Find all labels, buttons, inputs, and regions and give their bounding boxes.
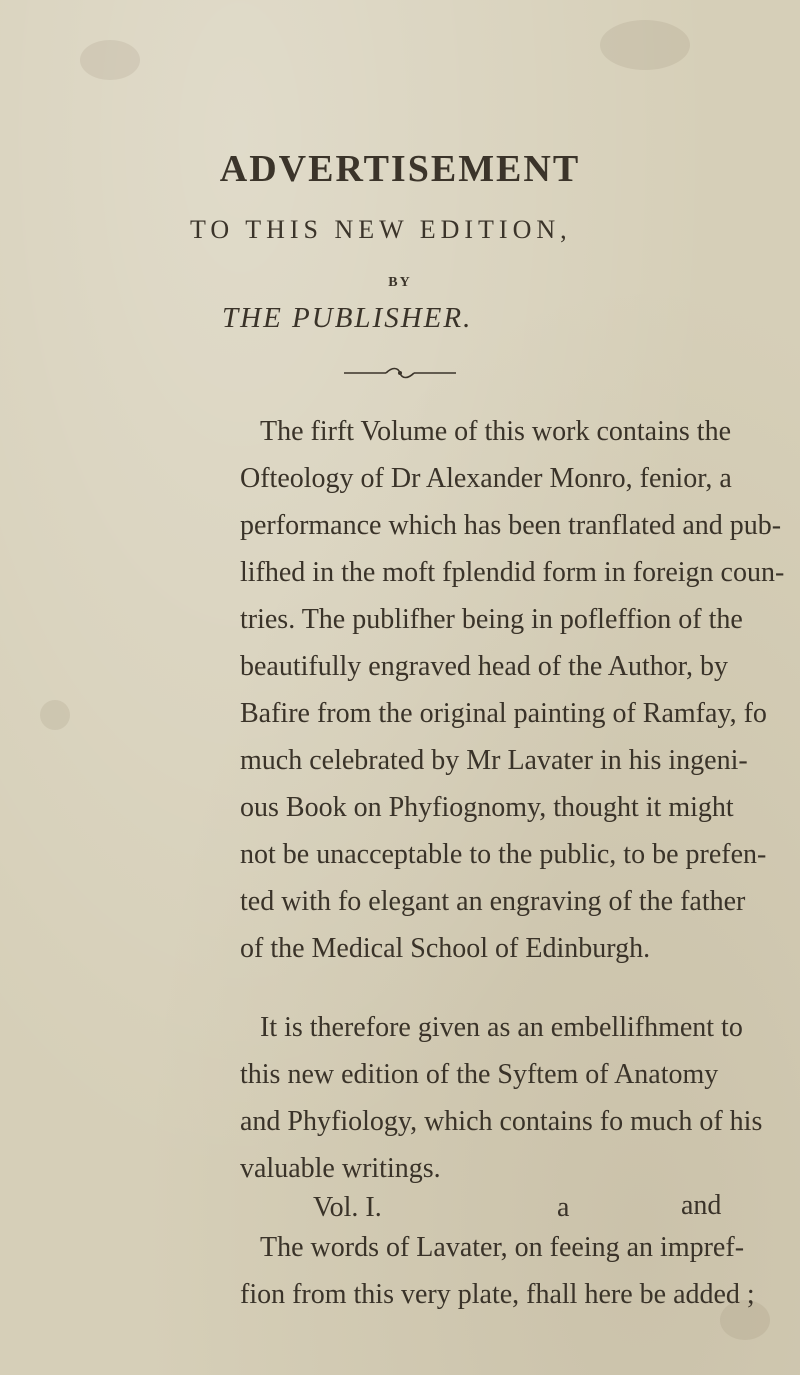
- catchword: and: [681, 1190, 722, 1221]
- text-line: much celebrated by Mr Lavater in his ingeni-: [240, 745, 748, 776]
- text-line: The words of Lavater, on feeing an impref-: [260, 1232, 745, 1263]
- page-title: ADVERTISEMENT: [219, 148, 581, 190]
- page-subtitle: TO THIS NEW EDITION,: [190, 215, 572, 244]
- body-text: [240, 408, 785, 1318]
- text-line: It is therefore given as an embellifhment to: [260, 1012, 743, 1043]
- text-line: Bafire from the original painting of Ramfay, fo: [240, 698, 767, 729]
- text-line: performance which has been tranflated and pub-: [240, 510, 782, 541]
- paragraph-3: [240, 1224, 760, 1318]
- text-line: lifhed in the moft fplendid form in foreign coun-: [240, 557, 785, 588]
- text-line: this new edition of the Syftem of Anatomy: [240, 1059, 719, 1090]
- text-line: of the Medical School of Edinburgh.: [240, 933, 651, 964]
- text-line: tries. The publifher being in pofleffion of the: [240, 604, 743, 635]
- text-line: not be unacceptable to the public, to be prefen-: [240, 839, 767, 870]
- signature-mark: a: [557, 1192, 570, 1223]
- paragraph-2: [240, 1004, 763, 1192]
- publisher-heading: THE PUBLISHER.: [222, 302, 473, 334]
- text-line: valuable writings.: [240, 1153, 441, 1184]
- volume-signature: Vol. I.: [313, 1192, 382, 1223]
- text-line: ous Book on Phyfiognomy, thought it might: [240, 792, 734, 823]
- text-line: The firft Volume of this work contains the: [260, 416, 731, 447]
- by-label: BY: [388, 275, 412, 290]
- text-line: ted with fo elegant an engraving of the father: [240, 886, 746, 917]
- ornamental-rule: [342, 366, 458, 380]
- text-line: and Phyfiology, which contains fo much of his: [240, 1106, 763, 1137]
- text-line: fion from this very plate, fhall here be added ;: [240, 1279, 755, 1310]
- text-line: Ofteology of Dr Alexander Monro, fenior, a: [240, 463, 732, 494]
- paragraph-1: [240, 408, 785, 972]
- text-line: beautifully engraved head of the Author, by: [240, 651, 728, 682]
